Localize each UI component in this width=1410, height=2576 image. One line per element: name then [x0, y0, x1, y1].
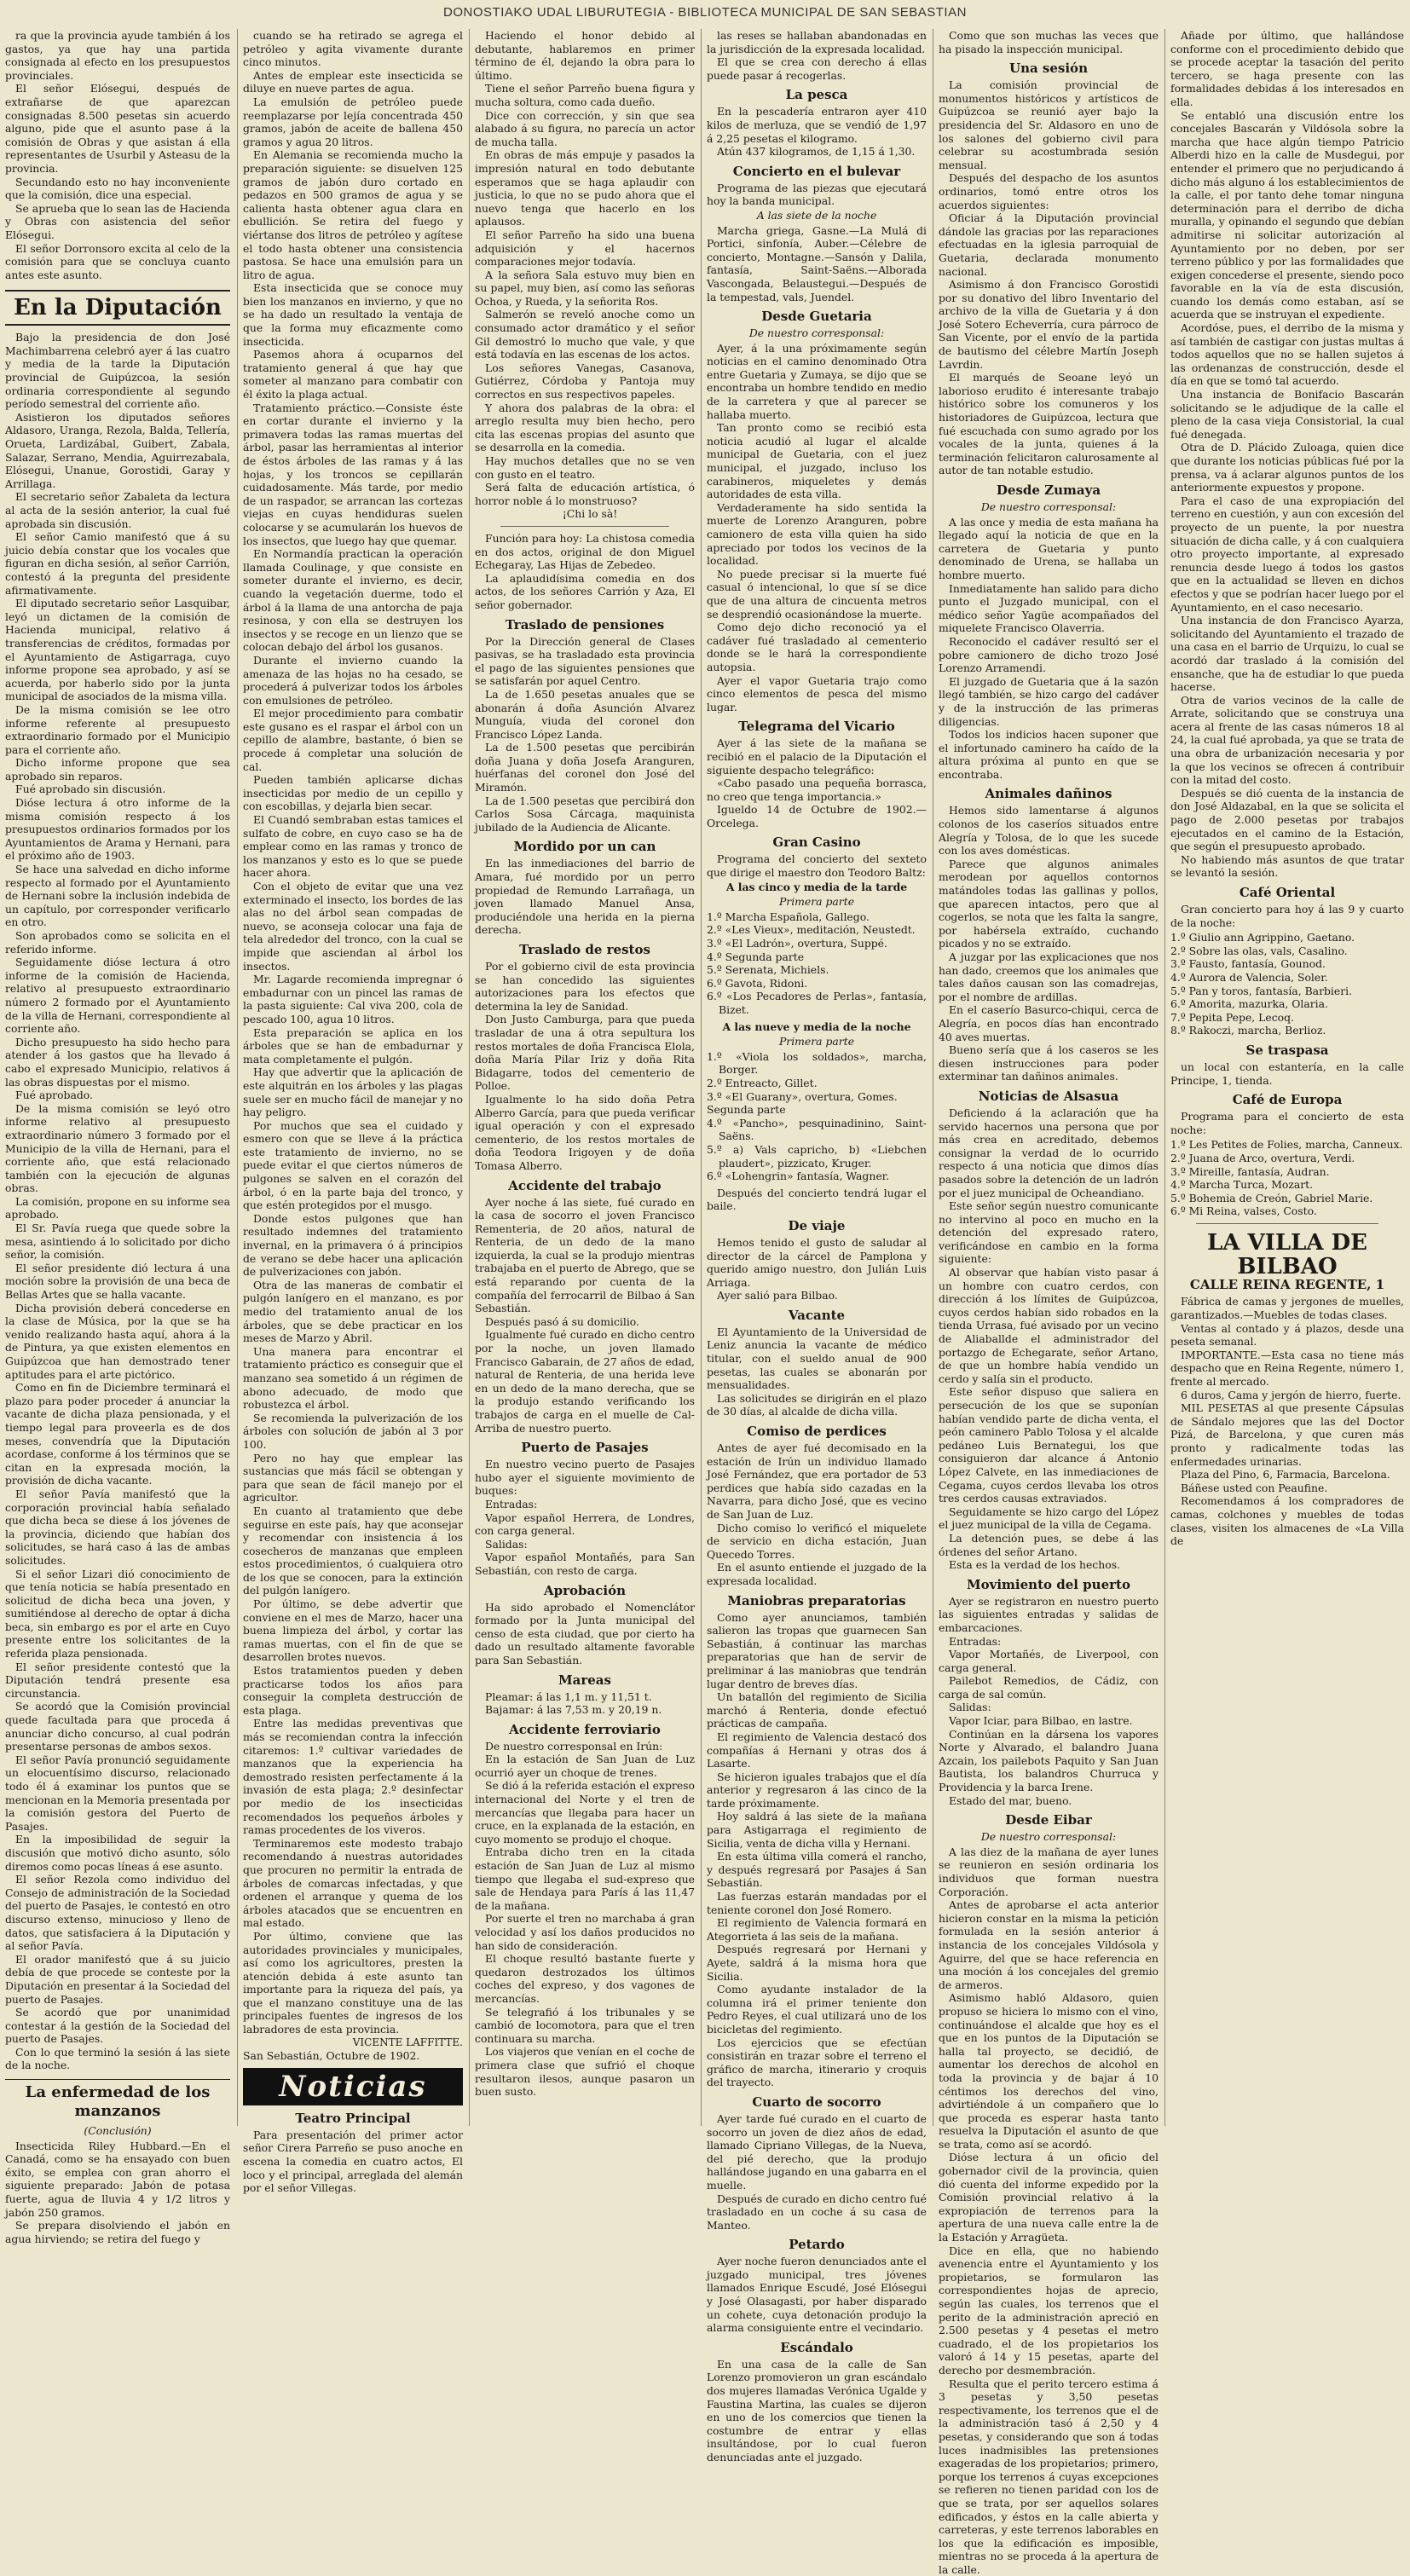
paragraph: Igualmente lo ha sido doña Petra Alberro García, para que pueda verificar igual operación y con el expresado cementerio, de los restos mortales de doña Teodora Irigoyen y de doña Tomasa Alberro.: [475, 1092, 695, 1172]
paragraph: Como ayudante instalador de la columna irá el primer teniente don Pedro Reyes, el cual utilizará uno de los bicicletas del regimiento.: [707, 1983, 927, 2036]
paragraph: El Sr. Pavía ruega que quede sobre la mesa, asintiendo á lo solicitado por dicho señor, la comisión.: [5, 1222, 230, 1262]
paragraph: Antes de emplear este insecticida se diluye en nueve partes de agua.: [243, 68, 463, 95]
list-item: 2.º Juana de Arco, overtura, Verdi.: [1170, 1151, 1355, 1164]
paragraph: Pleamar: á las 1,1 m. y 11,51 t.: [485, 1689, 652, 1703]
columns: [5, 29, 1404, 2576]
paragraph: Entre las medidas preventivas que más se recomiendan contra la infección citaremos: 1.º cultivar variedades de manzanos que la experiencia ha demostrado resisten perfectamente á la invasión de esta plaga; 2.º desinfectar por medio de los insecticidas recomendados los pequeños árboles y ramas procedentes de los viveros.: [243, 1717, 463, 1837]
paragraph: Por suerte el tren no marchaba á gran velocidad y así los daños producidos no han sido de consideración.: [475, 1912, 695, 1952]
paragraph: Continúan en la dársena los vapores Norte y Alvarado, el balandro Juana Azcain, los pailebots Paquito y San Juan Bautista, los balandros Churruca y Providencia y la barca Irene.: [939, 1727, 1159, 1794]
section-title-socorro: Cuarto de socorro: [752, 2094, 881, 2110]
paragraph: Como dejo dicho reconoció ya el cadáver fué trasladado al cementerio donde se le hará la correspondiente autopsia.: [707, 621, 927, 673]
paragraph: Ayer el vapor Guetaria trajo como cinco elementos de pesca del mismo lugar.: [707, 673, 927, 713]
archive-header: DONOSTIAKO UDAL LIBURUTEGIA - BIBLIOTECA MUNICIPAL DE SAN SEBASTIAN: [443, 5, 967, 20]
paragraph: La aplaudidísima comedia en dos actos, de los señores Carrión y Aza, El señor gobernador.: [475, 571, 695, 611]
section-title-diputacion: En la Diputación: [5, 290, 230, 326]
paragraph: Por último, conviene que las autoridades provinciales y municipales, así como los agricultores, presten la atención debida á este asunto tan importante para la riqueza del país, ya que el manzano constituye una de las principales fuentes de ingresos de los labradores de esta provincia.: [243, 1929, 463, 2036]
section-title-cafe-europa: Café de Europa: [1232, 1092, 1343, 1108]
paragraph: Fué aprobado sin discusión.: [15, 783, 166, 796]
paragraph: Bueno sería que á los caseros se les diesen instrucciones para poder exterminar tan dañinos animales.: [939, 1043, 1159, 1083]
paragraph: Las solicitudes se dirigirán en el plazo de 30 días, al alcalde de dicha villa.: [707, 1391, 927, 1418]
advertisement-text: 6 duros, Cama y jergón de hierro, fuerte.: [1181, 1388, 1401, 1401]
section-title-manzanos: La enfermedad de los manzanos: [5, 2079, 230, 2121]
paragraph: Pero no hay que emplear las sustancias que más fácil se obtengan y para que sean de fácil manejo por el agricultor.: [243, 1451, 463, 1505]
paragraph: cuando se ha retirado se agrega el petróleo y agita vivamente durante cinco minutos.: [243, 29, 463, 69]
paragraph: Ayer noche á las siete, fué curado en la casa de socorro el joven Francisco Rementeria, de 20 años, natural de Renteria, de un dedo de la mano izquierda, la cual se la produjo mientras trabajaba en el puerto de Abrego, que se está reparando por cuenta de la compañía del ferrocarril de Bilbao á San Sebastián.: [475, 1195, 695, 1315]
advertisement-text: Fábrica de camas y jergones de muelles, garantizados.—Muebles de todas clases.: [1170, 1295, 1404, 1322]
paragraph: Fué aprobado.: [15, 1089, 93, 1102]
list-item: 5.º Serenata, Michiels.: [707, 963, 829, 977]
paragraph: Igueldo 14 de Octubre de 1902.—Orcelega.: [707, 803, 927, 829]
paragraph: Dicho comiso lo verificó el miquelete de servicio en dicha estación, Juan Quecedo Torres.: [707, 1521, 927, 1561]
paragraph: Asimismo á don Francisco Gorostidi por su donativo del libro Inventario del archivo de la villa de Guetaria y á don José Sotero Echeverría, cura párroco de San Vicente, por el envío de la partida de bautismo del célebre Martín Joseph Lavrdin.: [939, 278, 1159, 371]
paragraph: Y ahora dos palabras de la obra: el arreglo resulta muy bien hecho, pero cita las escenas propias del asunto que se desarrolla en la comedia.: [475, 401, 695, 454]
paragraph: Asistieron los diputados señores Aldasoro, Uranga, Rezola, Balda, Tellería, Orueta, Lardizábal, Guibert, Zabala, Salazar, Serrano, Mendia, Aguirrezabala, Elósegui, Unanue, Gorostidi, Garay y Arrillaga.: [5, 410, 230, 490]
paragraph: Como ayer anunciamos, también salieron las tropas que guarnecen San Sebastián, á continuar las marchas preparatorias que han de servir de preliminar á las maniobras que tendrán lugar dentro de breves días.: [707, 1610, 927, 1690]
paragraph: Durante el invierno cuando la amenaza de las hojas no ha cesado, se procederá á pulverizar todos los árboles con emulsiones de petróleo.: [243, 653, 463, 707]
paragraph: De la misma comisión se leyó otro informe relativo al presupuesto extraordinario número 3 formado por el Municipio de la villa de Hernani, para el corriente año, que está relacionado también con la ejecución de algunas obras.: [5, 1101, 230, 1195]
paragraph: Dice en ella, que no habiendo avenencia entre el Ayuntamiento y los propietarios, se formularon las correspondientes hojas de aprecio, según las cuales, los terrenos que el perito de la administración apreció en 2.500 pesetas y 4 pesetas el metro cuadrado, el de los propietarios los valoró á 14 y 15 pesetas, aparte del derecho por desmembración.: [939, 2244, 1159, 2377]
paragraph: Añade por último, que hallándose conforme con el procedimiento debido que se procede aceptar la tasación del perito tercero, se haga presente con las formalidades debidas á los interesados en ella.: [1170, 29, 1404, 108]
paragraph: Ayer tarde fué curado en el cuarto de socorro un joven de diez años de edad, llamado Cipriano Villegas, de la Nueva, del pié derecho, que la produjo hallándose jugando en una gabarra en el muelle.: [707, 2111, 927, 2192]
paragraph: Esta insecticida que se conoce muy bien los manzanos en invierno, y que no se ha dado un resultado la ventaja de que la forma muy eficazmente como insecticida.: [243, 281, 463, 348]
paragraph: ra que la provincia ayude también á los gastos, ya que hay una partida consignada al efecto en los presupuestos provinciales.: [5, 29, 230, 82]
noticias-banner: Noticias: [243, 2068, 463, 2105]
paragraph: El juzgado de Guetaria que á la sazón llegó también, se hizo cargo del cadáver y de la instrucción de las primeras diligencias.: [939, 674, 1159, 728]
paragraph: El Cuandó sembraban estas tamices el sulfato de cobre, en cuyo caso se ha de emplear como en las ramas y tronco de los manzanos y esto es lo que se puede hacer ahora.: [243, 813, 463, 880]
advertisement-text: IMPORTANTE.—Esta casa no tiene más despacho que en Reina Regente, número 1, frente al mercado.: [1170, 1348, 1404, 1389]
section-title-escandalo: Escándalo: [780, 2339, 853, 2355]
paragraph: Este señor dispuso que saliera en persecución de los que se suponían habían vendido parte de dicha venta, el peón caminero Pablo Tolosa y el alcalde pedáneo Luis Bernategui, los que consiguieron dar alcance á Antonio López Calvete, en las inmediaciones de Cegama, cuyos cerdos llevaba los otros tres cerdos causas extraviados.: [939, 1385, 1159, 1505]
paragraph: El señor Rezola como individuo del Consejo de administración de la Sociedad del puerto de Pasajes, le contestó en otro discurso extenso, minucioso y lleno de datos, que satisfaciera á la Diputación y al señor Pavía.: [5, 1873, 230, 1953]
subtitle: A las siete de la noche: [756, 208, 877, 222]
paragraph: El Ayuntamiento de la Universidad de Leniz anuncia la vacante de médico titular, con el sueldo anual de 900 pesetas, las cuales se abonarán por mensualidades.: [707, 1325, 927, 1392]
paragraph: A las once y media de esta mañana ha llegado aquí la noticia de que en la carretera de Guetaria y punto denominado de Urena, se hallaba un hombre muerto.: [939, 515, 1159, 581]
paragraph: En las inmediaciones del barrio de Amara, fué mordido por un perro propiedad de Remundo Larrañaga, un joven llamado Manuel Ansa, produciéndole una herida en la pierna derecha.: [475, 857, 695, 937]
paragraph: Para el caso de una expropiación del terreno en cuestión, y aun con excesión del proyecto de un puente, la por nuestra situación de dicha calle, y á con cualquiera otro proyecto importante, al expresado renuncia desde luego á todos los gastos que en la actualidad se lleven en dichos efectos y que se podrían hacer luego por el Ayuntamiento, en el caso necesario.: [1170, 494, 1404, 614]
paragraph: El señor Pavía pronunció seguidamente un elocuentísimo discurso, relacionado todo él á examinar los puntos que se mencionan en la Memoria presentada por la comisión gestora del Puerto de Pasajes.: [5, 1753, 230, 1833]
paragraph: Antes de aprobarse el acta anterior hicieron constar en la misma la petición formulada en la sesión anterior á instancia de los concejales Vildósola y Aguirre, del que se hace referencia en una moción á los concejales del gremio de armeros.: [939, 1898, 1159, 1991]
paragraph: Por muchos que sea el cuidado y esmero con que se lleve á la práctica este tratamiento de invierno, no se puede evitar el que ciertos números de pulgones se salven en el corazón del árbol, ó en la parte baja del tronco, y que estén protegidos por el musgo.: [243, 1118, 463, 1212]
paragraph: Este señor según nuestro comunicante no intervino al poco en mucho en la detención del expresado ratero, verificándose en cambio en la forma siguiente:: [939, 1199, 1159, 1266]
paragraph: Vapor español Montañés, para San Sebastián, con resto de carga.: [475, 1551, 695, 1577]
program-list: [707, 910, 927, 1017]
list-item: 5.º a) Vals capricho, b) «Liebchen plaudert», pizzicato, Kruger.: [707, 1142, 927, 1170]
paragraph: Insecticida Riley Hubbard.—En el Canadá, como se ha ensayado con buen éxito, se emplea con gran ahorro el siguiente preparado: Jabón de potasa fuerte, agua de lluvia 4 y 1/2 litros y jabón 250 gramos.: [5, 2139, 230, 2219]
paragraph: Se aprueba que lo sean las de Hacienda y Obras con asistencia del señor Elósegui.: [5, 201, 230, 241]
paragraph: La detención pues, se debe á las órdenes del señor Artano.: [939, 1531, 1159, 1558]
program-list: [1170, 931, 1404, 1037]
list-item: 2.º «Les Vieux», meditación, Neustedt.: [707, 923, 916, 937]
paragraph: Vapor español Herrera, de Londres, con carga general.: [475, 1510, 695, 1538]
paragraph: Seguidamente dióse lectura á otro informe de la comisión de Hacienda, relativo al presupuesto extraordinario número 2 formado por el Ayuntamiento de la villa de Hernani, correspondiente al corriente año.: [5, 956, 230, 1036]
paragraph: Tiene el señor Parreño buena figura y mucha soltura, como cada dueño.: [475, 82, 695, 108]
program-list: [1170, 1138, 1404, 1218]
paragraph: Ayer á las siete de la mañana se recibió en el palacio de la Diputación el siguiente despacho telegráfico:: [707, 736, 927, 777]
paragraph: Reconocido el cadáver resultó ser el pobre camionero de dicho trozo José Lorenzo Arramendi.: [939, 634, 1159, 675]
section-title-aprobacion: Aprobación: [544, 1582, 626, 1598]
advertisement-title: LA VILLA DE BILBAO: [1207, 1229, 1367, 1279]
paragraph: Programa para el concierto de esta noche:: [1170, 1110, 1404, 1136]
paragraph: El regimiento de Valencia formará en Ategorrieta á las seis de la mañana.: [707, 1916, 927, 1943]
paragraph: Ayer, á la una próximamente según noticias en el camino denominado Otra entre Guetaria y Zumaya, se dijo que se encontraba un hombre tendido en medio de la carretera y que al parecer se hallaba muerto.: [707, 341, 927, 421]
paragraph: Ha sido aprobado el Nomenclátor formado por la Junta municipal del censo de esta ciudad, que por cierto ha dado un resultado altamente favorable para San Sebastián.: [475, 1600, 695, 1666]
paragraph: Dice con corrección, y sin que sea alabado á su figura, no parecía un actor de mucha talla.: [475, 108, 695, 148]
paragraph: En Alemania se recomienda mucho la preparación siguiente: se disuelven 125 gramos de jabón duro cortado en pedazos en 500 gramos de agua y se calienta hasta obtener agua clara en ebullición. Se retira del fuego y viértanse dos litros de petróleo y agítese el todo hasta obtener una consistencia pastosa. Se hace una emulsión para un litro de agua.: [243, 148, 463, 281]
paragraph: De la misma comisión se lee otro informe referente al presupuesto extraordinario formado por el Municipio para el corriente año.: [5, 702, 230, 756]
paragraph: El orador manifestó que á su juicio debía de que procede se conteste por la Diputación en presentar á la Sociedad del puerto de Pasajes.: [5, 1952, 231, 2006]
paragraph: Pasemos ahora á ocuparnos del tratamiento general á que hay que someter al manzano para combatir con él éxito la plaga actual.: [243, 348, 463, 401]
paragraph: Para presentación del primer actor señor Cirera Parreño se puso anoche en escena la comedia en cuatro actos, El loco y el principal, arreglada del alemán por el señor Villegas.: [243, 2128, 463, 2195]
paragraph: Después pasó á su domicilio.: [485, 1314, 639, 1328]
paragraph: Hemos tenido el gusto de saludar al director de la cárcel de Pamplona y querido amigo nuestro, don Julián Luis Arriaga.: [707, 1235, 927, 1289]
paragraph: En esta última villa comerá el rancho, y después regresará por Pasajes á San Sebastián.: [707, 1850, 927, 1890]
paragraph: El señor Dorronsoro excita al celo de la comisión para que se concluya cuanto antes este asunto.: [5, 241, 230, 281]
paragraph: En el asunto entiende el juzgado de la expresada localidad.: [707, 1561, 927, 1587]
subtitle: De nuestro corresponsal:: [980, 500, 1117, 513]
paragraph: Terminaremos este modesto trabajo recomendando á nuestras autoridades que procuren no permitir la entrada de árboles de comarcas infectadas, y que ordenen el arranque y quema de los árboles atacados que se encuentren en mal estado.: [243, 1836, 463, 1930]
column-1: [5, 29, 231, 2245]
paragraph: Otra de las maneras de combatir el pulgón lanígero en el manzano, es por medio del tratamiento anual de los árboles, que se debe practicar en los meses de Marzo y Abril.: [243, 1278, 463, 1345]
paragraph: Los ejercicios que se efectúan consistirán en trazar sobre el terreno el gráfico de marcha, itinerario y croquis del trayecto.: [707, 2036, 927, 2089]
paragraph: Dicho informe propone que sea aprobado sin reparos.: [5, 756, 230, 783]
paragraph: En la pescadería entraron ayer 410 kilos de merluza, que se vendió de 1,97 á 2,25 pesetas el kilogramo.: [707, 105, 927, 145]
paragraph: Salidas:: [949, 1701, 991, 1714]
paragraph: Atún 437 kilogramos, de 1,15 á 1,30.: [717, 145, 916, 159]
paragraph: En nuestro vecino puerto de Pasajes hubo ayer el siguiente movimiento de buques:: [475, 1458, 695, 1498]
paragraph: Se prepara disolviendo el jabón en agua hirviendo; se retira del fuego y: [5, 2219, 230, 2245]
paragraph: Estos tratamientos pueden y deben practicarse todos los años para conseguir la completa destrucción de esta plaga.: [243, 1664, 463, 1717]
paragraph: La comisión provincial de monumentos históricos y artísticos de Guipúzcoa se reunió ayer bajo la presidencia del Sr. Aldasoro en uno de los salones del gobierno civil para celebrar su acostumbrada sesión mensual.: [939, 78, 1159, 171]
section-title-petardo: Petardo: [789, 2237, 845, 2253]
section-title-concierto: Concierto en el bulevar: [732, 163, 901, 179]
list-item: 6.º Mi Reina, valses, Costo.: [1170, 1204, 1317, 1218]
paragraph: Las fuerzas estarán mandadas por el teniente coronel don José Romero.: [707, 1890, 927, 1916]
paragraph: Se acordó que por unanimidad contestar á la gestión de la Sociedad del puerto de Pasajes.: [5, 2006, 230, 2046]
list-item: 4.º «Pancho», pesquinadinino, Saint-Saëns.: [707, 1116, 927, 1143]
list-item: 2.º Entreacto, Gillet.: [707, 1076, 818, 1089]
paragraph: El señor Parreño ha sido una buena adquisición y el hacernos comparaciones mejor todavía.: [475, 228, 695, 269]
paragraph: Ayer salió para Bilbao.: [717, 1289, 838, 1302]
subtitle: De nuestro corresponsal:: [980, 1830, 1117, 1844]
paragraph: El diputado secretario señor Lasquibar, leyó un dictamen de la comisión de Hacienda municipal, relativo á transferencias de créditos, formadas por el Ayuntamiento de Astigarraga, cuyo informe propone sea aprobado, y así se acuerda, por haberlo sido por la junta municipal de asociados de la misma villa.: [5, 597, 230, 703]
list-item: 7.º Pepita Pepe, Lecoq.: [1170, 1010, 1294, 1024]
paragraph: Entradas:: [485, 1497, 538, 1510]
paragraph: Tratamiento práctico.—Consiste éste en cortar durante el invierno y la primavera todas las ramas muertas del árbol, pasar las herramientas al interior de éstos árboles de las ramas y á las hojas, y los troncos se cepillarán cuidadosamente. Más tarde, por medio de un raspador, se arrancan las cortezas viejas en cuyas hendiduras suelen colocarse y se acumularán los huevos de los insectos, que luego hay que quemar.: [243, 401, 463, 547]
paragraph: A las diez de la mañana de ayer lunes se reunieron en sesión ordinaria los individuos que forman nuestra Corporación.: [939, 1845, 1159, 1898]
paragraph: Después de curado en dicho centro fué trasladado en un coche á su casa de Manteo.: [707, 2192, 927, 2232]
column-2: [237, 29, 463, 2195]
section-title-traspasa: Se traspasa: [1245, 1042, 1329, 1058]
paragraph: Resulta que el perito tercero estima á 3 pesetas y 3,50 pesetas respectivamente, los terrenos que el de la administración tasó á 2,50 y 4 pesetas, y considerando que son á todas luces inadmisibles las pretensiones exageradas de los propietarios; primero, porque los terrenos á cuyas excepciones se refieren no tienen paridad con los de que se trata, por ser aquellos solares edificados, y éstos en la calle abierta y carreteras, y este terrenos laborables en los que la edificación es imposible, mientras no se proceda á la apertura de la calle.: [939, 2377, 1159, 2576]
paragraph: Secundando esto no hay inconveniente que la comisión, dice una especial.: [5, 175, 230, 202]
paragraph: Por último, se debe advertir que conviene en el mes de Marzo, hacer una buena limpieza del árbol, y cortar las ramas muertas, con el fin de que se desarrollen brotes nuevos.: [243, 1597, 463, 1664]
section-title-mareas: Mareas: [558, 1672, 611, 1688]
paragraph: La de 1.650 pesetas anuales que se abonarán á doña Asunción Alvarez Munguía, viuda del coronel don Francisco López Landa.: [475, 687, 695, 741]
section-title-viaje: De viaje: [788, 1217, 846, 1233]
paragraph: Haciendo el honor debido al debutante, hablaremos en primer término de él, dejando la obra para lo último.: [475, 29, 695, 82]
paragraph: Se entabló una discusión entre los concejales Bascarán y Vildósola sobre la marcha que hace algún tiempo Patricio Alberdi hizo en la calle de Musdegui, por entender el primero que no perjudicando á dicho más alguno á los establecimientos de la calle, el por tanto dehe tomar ninguna determinación para el derribo de dicha muralla, y opinando el segundo que debían admitirse ni solicitar autorización al Ayuntamiento por no deben, por ser terreno público y por las formalidades que exigen concederse el presente, siendo poco favorable en la vía de esta discusión, cuando los demás como estaban, así se acuerda que se instruyan el expediente.: [1170, 108, 1404, 321]
column-6: [1164, 29, 1404, 2126]
paragraph: Como en fin de Diciembre terminará el plazo para poder proceder á anunciar la vacante de dicha plaza pensionada, y el tiempo legal para proveerla es de dos meses, convendría que la Diputación acordase, conforme á los términos que se citan en la expresada moción, la provisión de dicha vacante.: [5, 1381, 230, 1487]
paragraph: Otra de D. Plácido Zuloaga, quien dice que durante los noticias públicas fué por la prensa, va á aclarar algunos puntos de los anteriormente expuestos y propone.: [1170, 441, 1404, 494]
paragraph: Los viajeros que venían en el coche de primera clase que sufrió el choque resultaron ilesos, aunque pasaron un buen susto.: [475, 2045, 695, 2099]
paragraph: Una manera para encontrar el tratamiento práctico es conseguir que el manzano sea sometido á un régimen de abono adecuado, de modo que robustezca el árbol.: [243, 1344, 463, 1412]
paragraph: Se acordó que la Comisión provincial quede facultada para que proceda á anunciar dicho concurso, al cual podrán presentarse personas de ambos sexos.: [5, 1700, 230, 1753]
paragraph: Hemos sido lamentarse á algunos colonos de los caseríos situados entre Alegría y Tolosa, de lo que les sucede con los aves domésticas.: [939, 804, 1159, 858]
paragraph: Oficiar á la Diputación provincial dándole las gracias por las reparaciones efectuadas en la iglesia parroquial de Guetaria, declarada monumento nacional.: [939, 211, 1159, 278]
paragraph: Vapor Mortañés, de Liverpool, con carga general.: [939, 1648, 1159, 1674]
paragraph: Después del concierto tendrá lugar el baile.: [707, 1186, 927, 1213]
paragraph: La de 1.500 pesetas que percibirá don Carlos Sosa Cárcaga, maquinista jubilado de la Audiencia de Alicante.: [475, 794, 695, 834]
paragraph: El que se crea con derecho á ellas puede pasar á recogerlas.: [707, 55, 927, 82]
paragraph: Por la Dirección general de Clases pasivas, se ha trasladado esta provincia el pago de las siguientes pensiones que se satisfarán por aquel Centro.: [475, 634, 695, 688]
list-item: 3.º «El Ladrón», overtura, Suppé.: [707, 937, 887, 950]
paragraph: Dióse lectura á un oficio del gobernador civil de la provincia, quien dió cuenta del informe expedido por la Comisión provincial relativo á la expropiación de terrenos para la apertura de una nueva calle entre la de la Estación y Arragüeta.: [939, 2151, 1159, 2244]
paragraph: El secretario señor Zabaleta da lectura al acta de la sesión anterior, la cual fué aprobada sin discusión.: [5, 490, 230, 530]
paragraph: Acordóse, pues, el derribo de la misma y así también de castigar con justas multas á todos aquellos que no se hallen sujetos á las ordenanzas de construcción, desde el día en que se tomó tal acuerdo.: [1170, 321, 1404, 388]
paragraph: El señor Pavía manifestó que la corporación provincial había señalado que dicha beca se diese á los jóvenes de la provincia, diciendo que habían dos solicitudes, se hará caso á las de ambas solicitudes.: [5, 1487, 230, 1567]
paragraph: Otra de varios vecinos de la calle de Arrate, solicitando que se construya una acera al frente de las casas números 18 al 24, la cual fué aprobada, ya que se trata de una obra de urbanización necesaria y por la que los vecinos se ofrecen á contribuir con la mitad del costo.: [1170, 693, 1404, 787]
divider: [500, 526, 669, 527]
paragraph: Los señores Vanegas, Casanova, Gutiérrez, Córdoba y Pantoja muy correctos en sus respectivos papeles.: [475, 361, 695, 401]
subtitle: A las nueve y media de la noche: [722, 1019, 911, 1033]
paragraph: Se hace una salvedad en dicho informe respecto al formado por el Ayuntamiento de Hernani sobre la inclusión indebida de un capítulo, por corresponder verificarlo en otro.: [5, 863, 230, 929]
paragraph: La de 1.500 pesetas que percibirán doña Juana y doña Josefa Aranguren, huérfanas del coronel don José del Miramón.: [475, 741, 695, 794]
section-title-pasajes: Puerto de Pasajes: [521, 1440, 649, 1456]
paragraph: Bajo la presidencia de don José Machimbarrena celebró ayer á las cuatro y media de la tarde la Diputación provincial de Guipúzcoa, la sesión ordinaria correspondiente al segundo período semestral del corriente año.: [5, 331, 230, 411]
paragraph: Un batallón del regimiento de Sicilia marchó á Renteria, donde efectuó prácticas de campaña.: [707, 1690, 927, 1730]
section-title-sesion: Una sesión: [1009, 61, 1088, 77]
list-item: 6.º Gavota, Ridoni.: [707, 976, 808, 990]
paragraph: Después se dió cuenta de la instancia de don José Aldazabal, en la que se solicita el pago de 2.000 pesetas por trabajos ejecutados en el camino de la Estación, que según el presupuesto aprobado.: [1170, 786, 1404, 853]
paragraph: Salmerón se reveló anoche como un consumado actor dramático y el señor Gil demostró lo mucho que vale, y que está todavía en las escenas de los actos.: [475, 308, 695, 361]
paragraph: Hay que advertir que la aplicación de este alquitrán en los árboles y las plagas suele ser en mucho fácil de manejar y no hay peligro.: [243, 1066, 463, 1119]
advertisement-text: Báñese usted con Peaufine.: [1181, 1481, 1328, 1494]
list-item: 3.º Mireille, fantasía, Audran.: [1170, 1164, 1330, 1178]
paragraph: Programa del concierto del sexteto que dirige el maestro don Teodoro Baltz:: [707, 852, 927, 880]
list-item: 8.º Rakoczi, marcha, Berlioz.: [1170, 1024, 1326, 1037]
section-title-pesca: La pesca: [785, 87, 848, 103]
paragraph: Marcha griega, Gasne.—La Mulá di Portici, sinfonía, Auber.—Célebre de concierto, Montagne.—Sansón y Dalila, fantasía, Saint-Saëns.—Alborada Vascongada, Belaustegui.—Después de la tempestad, vals, Juendel.: [707, 223, 927, 303]
list-item: 6.º «Los Pecadores de Perlas», fantasía, Bizet.: [707, 990, 927, 1016]
paragraph: En obras de más empuje y pasados la impresión natural en todo debutante esperamos que se haga aplaudir con justicia, lo que no se pudo ahora que el nuevo tenga que hacerlo en los aplausos.: [475, 148, 695, 228]
paragraph: Después del despacho de los asuntos ordinarios, tomó entre otros los acuerdos siguientes:: [939, 171, 1159, 211]
section-title-restos: Traslado de restos: [519, 942, 650, 957]
paragraph: Antes de ayer fué decomisado en la estación de Irún un individuo llamado José Fernández, que era portador de 53 perdices que había sido cazadas en la Navarra, para dicho José, que es vecino de San Juan de Luz.: [707, 1441, 927, 1521]
section-title-movimiento: Movimiento del puerto: [967, 1576, 1130, 1592]
paragraph: «Cabo pasado una pequeña borrasca, no creo que tenga importancia.»: [707, 777, 927, 803]
paragraph: La emulsión de petróleo puede reemplazarse por lejía concentrada 450 gramos, jabón de aceite de ballena 450 gramos y agua 20 litros.: [243, 95, 463, 148]
paragraph: No habiendo más asuntos de que tratar se levantó la sesión.: [1170, 852, 1404, 880]
paragraph: No puede precisar si la muerte fué casual ó intencional, lo que sí se dice que de una altura de cincuenta metros se desprendió ocasionándose la muerte.: [707, 567, 927, 621]
paragraph: Mr. Lagarde recomienda impregnar ó embadurnar con un pincel las ramas de la pasta siguiente: Cal viva 200, cola de pescado 100, agua 10 litros.: [243, 973, 463, 1025]
paragraph: Donde estos pulgones que han resultado indemnes del tratamiento invernal, en la primavera ó á principios de verano se debe hacer una aplicación de pulverizaciones con jabón.: [243, 1211, 463, 1279]
paragraph: Salidas:: [485, 1537, 528, 1551]
paragraph: Como que son muchas las veces que ha pisado la inspección municipal.: [939, 29, 1159, 55]
advertisement-subtitle: CALLE REINA REGENTE, 1: [1189, 1276, 1385, 1292]
advertisement-text: MIL PESETAS al que presente Cápsulas de Sándalo mejores que las del Doctor Pizá, de Barcelona, y que curen más pronto y radicalmente todas las enfermedades urinarias.: [1170, 1401, 1404, 1468]
paragraph: Verdaderamente ha sido sentida la muerte de Lorenzo Aranguren, pobre camionero de esta villa quien ha sido apreciado por todos los vecinos de la localidad.: [707, 500, 927, 568]
paragraph: Al observar que habían visto pasar á un hombre con cuatro cerdos, con dirección á los límites de Guipúzcoa, cuyos cerdos habían sido robados en la tienda Urrasa, fué avisado por un vecino de Aliaballde el administrador del portazgo de Echegarate, señor Artano, de que un hombre había vendido un cerdo y salía sin el producto.: [939, 1266, 1159, 1385]
paragraph: La comisión, propone en su informe sea aprobado.: [5, 1194, 230, 1222]
paragraph: El señor Camio manifestó que á su juicio debía constar que los vocales que figuran en dicha sesión, al señor Carrión, contestó á la pregunta del presidente afirmativamente.: [5, 530, 230, 597]
paragraph: En Normandía practican la operación llamada Coulinage, y que consiste en someter durante el invierno, es decir, cuando la vegetación duerme, todo el árbol á la llama de una antorcha de paja resinosa, y con ella se destruyen los insectos y se recoge en un lienzo que se colocan debajo del árbol los gusanos.: [243, 547, 463, 654]
paragraph: Gran concierto para hoy á las 9 y cuarto de la noche:: [1170, 903, 1404, 929]
column-4: [701, 29, 927, 2463]
advertisement-text: Plaza del Pino, 6, Farmacia, Barcelona.: [1181, 1468, 1390, 1481]
paragraph: Si el señor Lizari dió conocimiento de que tenía noticia se había presentado en solicitud de dicha beca una joven, y sumitiéndose al derecho de optar á dicha beca, sin embargo es por el arte en Cuyo presente entre los solicitantes de la referida plaza pensionada.: [5, 1567, 230, 1661]
paragraph: Esta preparación se aplica en los árboles que se han de embadurnar y mata completamente el pulgón.: [243, 1025, 463, 1066]
paragraph: Ayer se registraron en nuestro puerto las siguientes entradas y salidas de embarcaciones.: [939, 1594, 1159, 1634]
section-title-accidente: Accidente del trabajo: [508, 1177, 662, 1193]
paragraph: Se dió á la referida estación el expreso internacional del Norte y el tren de mercancías que llegaba para hacer un cruce, en la explanada de la estación, en cuyo momento se produjo el choque.: [475, 1779, 695, 1845]
list-item: 4.º Segunda parte: [707, 950, 805, 963]
column-3: [469, 29, 695, 2126]
paragraph: Con el objeto de evitar que una vez exterminado el insecto, los bordes de las alas no del árbol sean compadas de nuevo, se aconseja colocar una faja de tela alrededor del tronco, con la cual se impide que asciendan al árbol los insectos.: [243, 880, 463, 973]
list-item: 5.º Pan y toros, fantasía, Barbieri.: [1170, 984, 1353, 997]
paragraph: Deficiendo á la aclaración que ha servido hacernos una persona que por más crea en acreditado, debemos consignar la verdad de lo ocurrido respecto á una noticia que dimos días pasados sobre la detención de un ladrón por el juez municipal de Ocheandiano.: [939, 1106, 1159, 1199]
list-item: 1.º «Viola los soldados», marcha, Borger.: [707, 1049, 927, 1077]
paragraph: Función para hoy: La chistosa comedia en dos actos, original de don Miguel Echegaray, Las Hijas de Zebedeo.: [475, 531, 695, 572]
section-title-ferroviario: Accidente ferroviario: [509, 1721, 661, 1737]
paragraph: Será falta de educación artística, ó horror noble á lo monstruoso?: [475, 481, 695, 507]
paragraph: Se hicieron iguales trabajos que el día anterior y regresaron á las cinco de la tarde próximamente.: [707, 1770, 927, 1810]
subtitle: A las cinco y media de la tarde: [725, 880, 908, 893]
dateline: San Sebastián, Octubre de 1902.: [243, 2049, 420, 2063]
list-item: 5.º Bohemia de Creón, Gabriel Marie.: [1170, 1191, 1373, 1204]
column-5: [933, 29, 1159, 2576]
paragraph: Una instancia de Bonifacio Bascarán solicitando se le adjudique de la calle el pleno de la casa vieja Consistorial, la cual fué denegada.: [1170, 388, 1404, 441]
subtitle: Primera parte: [778, 895, 855, 909]
paragraph: El marqués de Seoane leyó un laborioso erudito é interesante trabajo histórico sobre los comuneros y los historiadores de Guipúzcoa, lectura que fué escuchada con sumo agrado por los vocales de la junta, quienes á la terminación felicitaron calurosamente al autor de tan notable estudio.: [939, 371, 1159, 477]
paragraph: Programa de las piezas que ejecutará hoy la banda municipal.: [707, 181, 927, 208]
paragraph: Hoy saldrá á las siete de la mañana para Astigarraga el regimiento de Sicilia, venta de dicha villa y Hernani.: [707, 1810, 927, 1850]
section-title-guetaria: Desde Guetaria: [761, 309, 872, 325]
paragraph: En el caserío Basurco-chiqui, cerca de Alegría, en pocos días han encontrado 40 aves muertas.: [939, 1003, 1159, 1043]
subtitle: Primera parte: [778, 1035, 855, 1048]
list-item: 3.º «El Guarany», overtura, Gomes.: [707, 1089, 898, 1103]
paragraph: Pueden también aplicarse dichas insecticidas por medio de un cepillo y con escobillas, y dejarla bien secar.: [243, 773, 463, 813]
divider: [1196, 1223, 1378, 1224]
paragraph: Dicho presupuesto ha sido hecho para atender á los gastos que ha llevado á cabo el expresado Municipio, relativos á las obras dispuestas por el mismo.: [5, 1035, 230, 1089]
paragraph: Ayer noche fueron denunciados ante el juzgado municipal, tres jóvenes llamados Enrique Escudé, José Elósegui y José Olasagasti, por haber disparado un cohete, cuya detonación produjo la alarma consiguiente entre el vecindario.: [707, 2255, 927, 2335]
section-title-casino: Gran Casino: [772, 835, 861, 851]
paragraph: El choque resultó bastante fuerte y quedaron destrozados los últimos coches del expreso, y dos vagones de mercancías.: [475, 1952, 695, 2005]
paragraph: un local con estantería, en la calle Principe, 1, tienda.: [1170, 1060, 1404, 1087]
paragraph: Estado del mar, bueno.: [949, 1793, 1072, 1807]
section-title-animales: Animales dañinos: [985, 786, 1112, 802]
signature: VICENTE LAFFITTE.: [352, 2036, 463, 2048]
list-item: 2.º Sobre las olas, vals, Casalino.: [1170, 944, 1348, 957]
paragraph: De nuestro corresponsal en Irún:: [485, 1739, 663, 1753]
paragraph: Entraba dicho tren en la citada estación de San Juan de Luz al mismo tiempo que llegaba el sud-expreso que sale de Hendaya para París á las 11,47 de la mañana.: [475, 1845, 695, 1912]
paragraph: Parece que algunos animales merodean por aquellos contornos matándoles todas las gallinas y pollos, que aparecen intactos, pero que al cogerlos, se nota que les falta la sangre, por habérsela extraído, cuchando picados y no se extraído.: [939, 857, 1159, 950]
paragraph: En la imposibilidad de seguir la discusión que motivó dicho asunto, sólo diremos como pocas líneas á ese asunto.: [5, 1833, 230, 1873]
section-title-maniobras: Maniobras preparatorias: [727, 1592, 906, 1609]
paragraph: Se recomienda la pulverización de los árboles con solución de jabón al 3 por 100.: [243, 1411, 463, 1451]
paragraph: Por el gobierno civil de esta provincia se han concedido las siguientes autorizaciones para los efectos que determina la ley de Sanidad.: [475, 960, 695, 1013]
section-title-vacante: Vacante: [788, 1307, 846, 1323]
section-title-perdices: Comiso de perdices: [747, 1424, 887, 1440]
section-title-pensiones: Traslado de pensiones: [505, 616, 665, 632]
program-list: [707, 1050, 927, 1183]
section-title-alsasua: Noticias de Alsasua: [978, 1088, 1119, 1104]
paragraph: Vapor Iciar, para Bilbao, en lastre.: [949, 1714, 1133, 1728]
paragraph: El señor presidente contestó que la Diputación tendrá presente esa circunstancia.: [5, 1660, 230, 1700]
paragraph: A juzgar por las explicaciones que nos han dado, creemos que los animales que tales daños causan son las comadrejas, por el nombre de ardillas.: [939, 950, 1159, 1003]
paragraph: las reses se hallaban abandonadas en la jurisdicción de la expresada localidad.: [707, 29, 927, 55]
paragraph: Con lo que terminó la sesión á las siete de la noche.: [5, 2045, 230, 2072]
list-item: 1.º Marcha Española, Gallego.: [707, 910, 870, 923]
subtitle: De nuestro corresponsal:: [748, 326, 885, 340]
paragraph: Esta es la verdad de los hechos.: [949, 1558, 1120, 1572]
paragraph: Después regresará por Hernani y Ayete, saldrá á la misma hora que Sicilia.: [707, 1943, 927, 1983]
paragraph: Entradas:: [949, 1634, 1002, 1648]
list-item: 4.º Aurora de Valencia, Soler.: [1170, 970, 1328, 984]
list-item: 6.º Amorita, mazurka, Olaria.: [1170, 997, 1328, 1011]
paragraph: Don Justo Camburga, para que pueda trasladar de una á otra sepultura los restos mortales de doña Francisca Elola, doña María Pilar Iriz y doña Rita Bidagarre, todos del cementerio de Polloe.: [475, 1013, 695, 1093]
paragraph: Dicha provisión deberá concederse en la clase de Música, por la que se ha venido realizando hasta aquí, ahora á la de Pintura, ya que existen elementos en Guipúzcoa que han demostrado tener aptitudes para el arte pictórico.: [5, 1301, 230, 1381]
section-title-mordido: Mordido por un can: [513, 839, 656, 855]
paragraph: Son aprobados como se solicita en el referido informe.: [5, 929, 230, 956]
section-title-zumaya: Desde Zumaya: [996, 482, 1101, 498]
paragraph: A la señora Sala estuvo muy bien en su papel, muy bien, así como las señoras Ochoa, y Rueda, y la señorita Ros.: [475, 268, 695, 308]
section-title-teatro: Teatro Principal: [295, 2110, 411, 2126]
paragraph: El señor Elósegui, después de extrañarse de que aparezcan consignadas 8.500 pesetas sin acuerdo alguno, pide que el asunto pase á la comisión de Obras y que asistan á ella representantes de Usurbil y Asteasu de la provincia.: [5, 82, 230, 175]
list-item: 3.º Fausto, fantasía, Gounod.: [1170, 957, 1326, 971]
paragraph: En la estación de San Juan de Luz ocurrió ayer un choque de trenes.: [475, 1753, 695, 1779]
paragraph: Todos los indicios hacen suponer que el infortunado caminero ha caído de la altura próxima al punto en que se encontraba.: [939, 728, 1159, 781]
list-item: 6.º «Lohengrin» fantasía, Wagner.: [707, 1170, 890, 1183]
paragraph: Igualmente fué curado en dicho centro por la noche, un joven llamado Francisco Gabarain, de 27 años de edad, natural de Renteria, de una herida leve en un dedo de la mano derecha, que se la produjo estando verificando los trabajos de carga en el muelle de Cal-Arriba de nuestro puerto.: [475, 1328, 695, 1435]
paragraph: El regimiento de Valencia destacó dos compañías á Hernani y otras dos á Lasarte.: [707, 1730, 927, 1770]
paragraph: Hay muchos detalles que no se ven con gusto en el teatro.: [475, 454, 695, 481]
advertisement-text: Recomendamos á los compradores de camas, colchones y muebles de todas clases, visiten los almacenes de «La Villa de: [1170, 1494, 1404, 1548]
paragraph: En una casa de la calle de San Lorenzo promovieron un gran escándalo dos mujeres llamadas Verónica Ugalde y Faustina Martina, las cuales se dijeron en uno de los comercios que tienen la costumbre de entrar y ellas insultándose, por lo cual fueron denunciadas ante el juzgado.: [707, 2357, 927, 2463]
advertisement-text: Ventas al contado y á plazos, desde una peseta semanal.: [1170, 1321, 1404, 1349]
paragraph: Pailebot Remedios, de Cádiz, con carga de sal común.: [939, 1674, 1159, 1701]
paragraph: Inmediatamente han salido para dicho punto el Juzgado municipal, con el médico señor Yagüe acompañados del miquelete Francisco Olaverria.: [939, 581, 1159, 635]
paragraph: Bajamar: á las 7,53 m. y 20,19 n.: [485, 1703, 662, 1717]
paragraph: ¡Chi lo sà!: [562, 507, 618, 521]
list-item: Segunda parte: [707, 1103, 786, 1117]
paragraph: Dióse lectura á otro informe de la misma comisión respecto á los presupuestos ordinarios formados por los Ayuntamientos de Arama y Hernani, para el próximo año de 1903.: [5, 796, 230, 863]
paragraph: Seguidamente se hizo cargo del López el juez municipal de la villa de Cegama.: [939, 1505, 1159, 1532]
paragraph: En cuanto al tratamiento que debe seguirse en este país, hay que aconsejar y recomendar con insistencia á los cosecheros de manzanas que empleen estos procedimientos, ó cualquiera otro de los que se conocen, para la extinción del pulgón lanígero.: [243, 1504, 463, 1597]
paragraph: Tan pronto como se recibió esta noticia acudió al lugar el alcalde municipal de Guetaria, con el juez municipal, el juzgado, incluso los carabineros, miqueletes y demás autoridades de esta villa.: [707, 421, 927, 501]
subtitle: (Conclusión): [84, 2124, 152, 2138]
list-item: 1.º Giulio ann Agrippino, Gaetano.: [1170, 931, 1355, 944]
paragraph: Una instancia de don Francisco Ayarza, solicitando del Ayuntamiento el trazado de una casa en el barrio de Urquizu, lo cual se acordó dar traslado á la comisión del ensanche, que ha de estudiar lo que pueda hacerse.: [1170, 614, 1404, 694]
paragraph: Asimismo habló Aldasoro, quien propuso se hiciera lo mismo con el vino, continuándose el alcalde que hoy es el que en los puntos de la Diputación se halla tal proyecto, se decidió, de aumentar los derechos de alcohol en toda la provincia y de bajar á 10 céntimos los derechos del vino, advirtiéndole á un compañero que lo que proceda es esperar hasta tanto resuelva la Diputación el asunto de que se trata, como así se acordó.: [939, 1991, 1159, 2151]
section-title-eibar: Desde Eibar: [1005, 1812, 1092, 1828]
paragraph: El mejor procedimiento para combatir este gusano es el raspar el árbol con un cepillo de alambre, bastante, ó bien se procede á completar una solución de cal.: [243, 707, 463, 773]
list-item: 1.º Les Petites de Folies, marcha, Canneux.: [1170, 1138, 1403, 1152]
paragraph: El señor presidente dió lectura á una moción sobre la provisión de una beca de Bellas Artes que se halla vacante.: [5, 1261, 230, 1302]
section-title-telegrama: Telegrama del Vicario: [738, 719, 895, 735]
list-item: 4.º Marcha Turca, Mozart.: [1170, 1178, 1314, 1192]
section-title-cafe-oriental: Café Oriental: [1239, 885, 1336, 900]
paragraph: Se telegrafió á los tribunales y se cambió de locomotora, para que el tren continuara su marcha.: [475, 2005, 695, 2045]
